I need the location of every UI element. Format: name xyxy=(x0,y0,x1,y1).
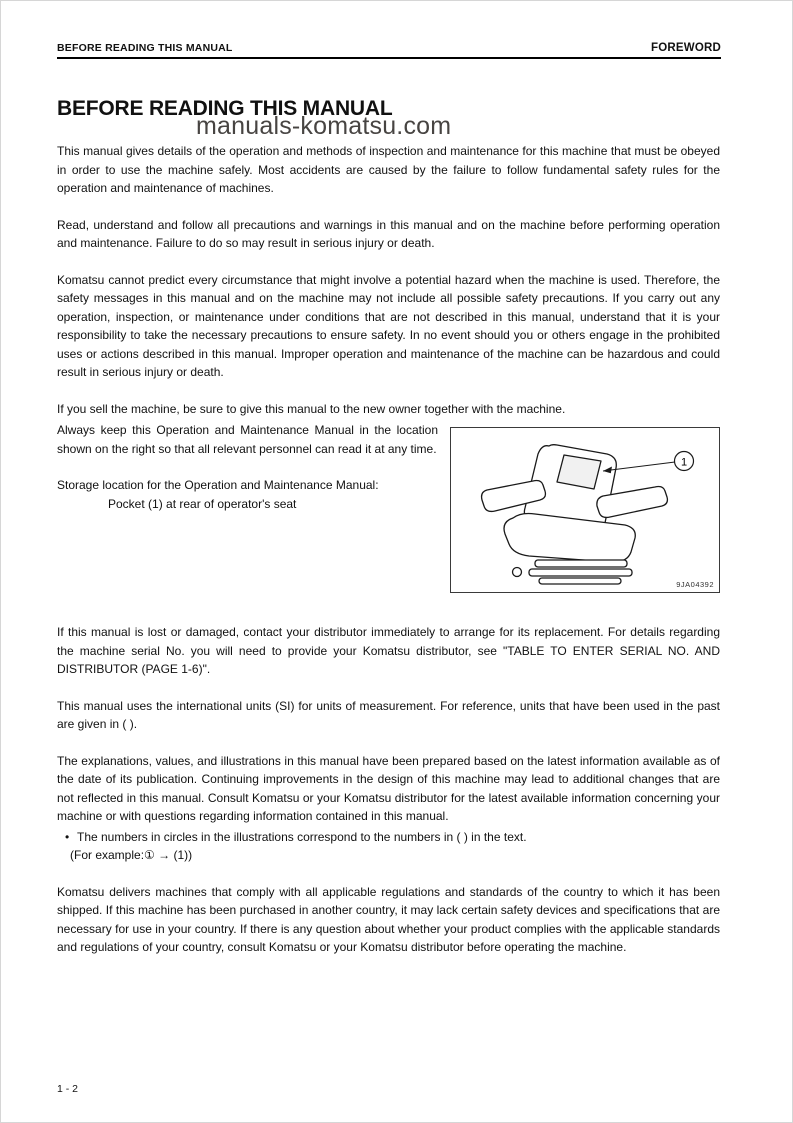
paragraph-read-precautions: Read, understand and follow all precautions and warnings in this manual and on the machine before performing operation and maintenance. Failure to do so may result in serious injury or death. xyxy=(57,217,720,250)
storage-location-value: Pocket (1) at rear of operator's seat xyxy=(108,496,297,511)
suspension-layer xyxy=(539,578,621,584)
paragraph-latest-info: The explanations, values, and illustrations in this manual have been prepared based on the latest information available as of the date of its publication. Continuing improvements in the design of this machine may lead to additional changes that are not reflected in this manual. Consult Komatsu or your Komatsu distributor for the latest available information concerning your machine or with questions regarding information contained in this manual. xyxy=(57,753,720,823)
bullet-item-text: The numbers in circles in the illustrations correspond to the numbers in ( ) in the text. xyxy=(77,829,527,844)
callout-number: 1 xyxy=(680,456,688,469)
seat-figure xyxy=(450,427,720,593)
paragraph-compliance: Komatsu delivers machines that comply with all applicable regulations and standards of the country to which it has been shipped. If this machine has been purchased in another country, it may lack certain safety devices and specifications that are necessary for use in your country. If there is any question about whether your product complies with the applicable standards and regulations of your country, consult Komatsu or your Komatsu distributor before operating the machine. xyxy=(57,884,720,954)
paragraph-sell-machine: If you sell the machine, be sure to give this manual to the new owner together with the machine. xyxy=(57,401,566,416)
bullet-glyph: • xyxy=(65,829,70,844)
paragraph-keep-manual: Always keep this Operation and Maintenance Manual in the location shown on the right so that all relevant personnel can read it at any time. xyxy=(57,423,438,456)
paragraph-si-units: This manual uses the international units (SI) for units of measurement. For reference, units that have been used in the past are given in ( ). xyxy=(57,698,720,731)
operator-seat-illustration xyxy=(451,428,719,592)
header-section-title: BEFORE READING THIS MANUAL xyxy=(57,42,233,54)
page-number: 1 - 2 xyxy=(57,1083,79,1095)
storage-location-label: Storage location for the Operation and Maintenance Manual: xyxy=(57,478,379,492)
figure-code: 9JA04392 xyxy=(676,580,714,589)
suspension-layer xyxy=(529,569,632,576)
bullet-list xyxy=(57,828,720,865)
watermark-text: manuals-komatsu.com xyxy=(196,112,452,140)
suspension-layer xyxy=(535,560,627,567)
adjuster-knob xyxy=(513,568,522,577)
page-title: BEFORE READING THIS MANUAL xyxy=(57,97,393,120)
bullet-item xyxy=(65,828,720,847)
content-column xyxy=(57,96,720,975)
seat-cushion xyxy=(504,514,635,563)
figure-wrap-section xyxy=(57,421,720,607)
seat-pocket xyxy=(557,455,601,489)
running-header xyxy=(57,42,721,59)
header-chapter-title: FOREWORD xyxy=(651,42,721,54)
paragraph-intro: This manual gives details of the operation and methods of inspection and maintenance for this machine that must be obeyed in order to use the machine safely. Most accidents are caused by the failure to follow fundamental safety rules for the operation and maintenance of machines. xyxy=(57,144,720,195)
paragraph-lost-manual: If this manual is lost or damaged, contact your distributor immediately to arrange for its replacement. For details regarding the machine serial No. you will need to provide your Komatsu distributor, see "TABLE TO ENTER SERIAL NO. AND DISTRIBUTOR (PAGE 1-6)". xyxy=(57,625,720,676)
bullet-item-example: (For example:① → (1)) xyxy=(70,848,193,862)
paragraph-hazard-notice: Komatsu cannot predict every circumstance that might involve a potential hazard when the machine is used. Therefore, the safety messages in this manual and on the machine may not include all possible safety precautions. If you carry out any operation, inspection, or maintenance under conditions that are not described in this manual, understand that it is your responsibility to take the necessary precautions to ensure safety. In no event should you or others engage in the prohibited uses or actions described in this manual. Improper operation and maintenance of the machine can be hazardous and could result in serious injury or death. xyxy=(57,272,720,379)
